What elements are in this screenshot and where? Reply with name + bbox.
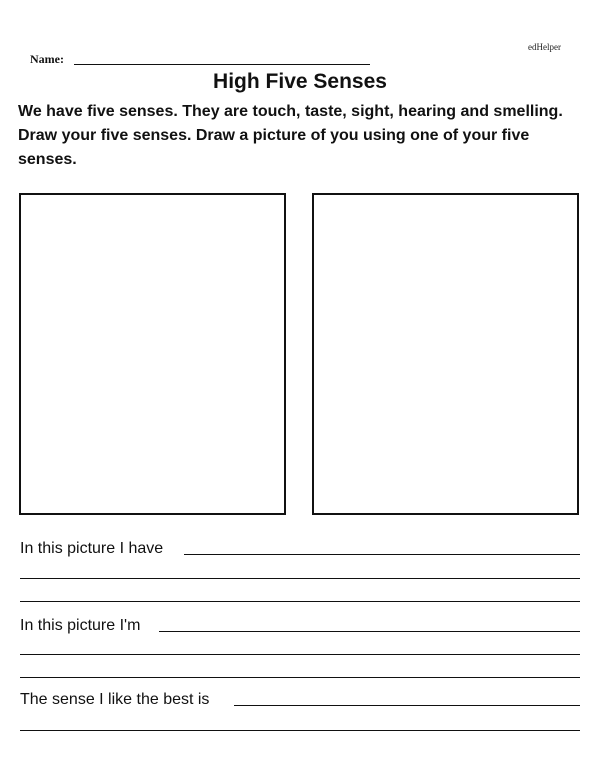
- writing-line[interactable]: [20, 578, 580, 579]
- worksheet-title: High Five Senses: [213, 70, 387, 93]
- prompt-best-row: [20, 691, 580, 711]
- worksheet-instructions: We have five senses. They are touch, taste, sight, hearing and smelling. Draw your five senses. Draw a picture of you using one of your five senses.: [18, 103, 563, 168]
- prompt-im-row: [20, 617, 580, 637]
- prompt-have-line[interactable]: [184, 554, 580, 555]
- prompt-im-label: In this picture I'm: [20, 617, 141, 634]
- name-line[interactable]: [74, 64, 370, 65]
- writing-line[interactable]: [20, 601, 580, 602]
- drawing-box-left[interactable]: [19, 193, 286, 515]
- prompt-have-row: [20, 540, 580, 560]
- writing-line[interactable]: [20, 677, 580, 678]
- name-label: Name:: [30, 52, 64, 66]
- drawing-box-right[interactable]: [312, 193, 579, 515]
- prompt-best-label: The sense I like the best is: [20, 691, 210, 708]
- prompt-im-line[interactable]: [159, 631, 580, 632]
- prompt-have-label: In this picture I have: [20, 540, 164, 557]
- name-row: [30, 52, 370, 68]
- writing-line[interactable]: [20, 730, 580, 731]
- brand-text: edHelper: [528, 42, 561, 52]
- writing-line[interactable]: [20, 654, 580, 655]
- prompt-best-line[interactable]: [234, 705, 580, 706]
